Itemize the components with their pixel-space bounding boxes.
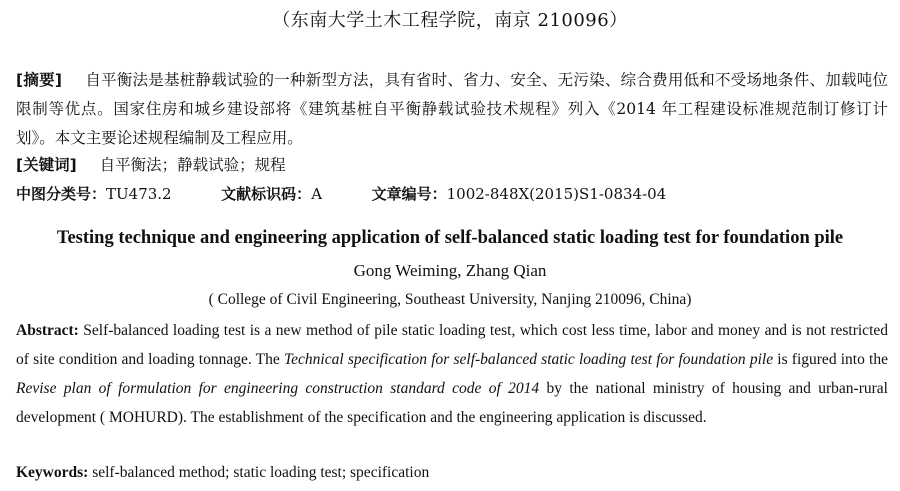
chinese-abstract-label: [摘要] — [16, 71, 62, 89]
doc-code-label: 文献标识码： — [221, 185, 312, 203]
english-title: Testing technique and engineering application of self-balanced static loading test for foundation pile — [56, 228, 844, 248]
doc-code-value: A — [311, 185, 323, 203]
chinese-keywords-label: [关键词] — [16, 156, 77, 174]
english-keywords-label: Keywords: — [16, 464, 89, 481]
article-no-label: 文章编号： — [371, 185, 447, 203]
english-abstract-text-3: by the national ministry of housing and urban-rural development ( MOHURD). The establishment of the specification and the engineering application is discussed. — [16, 380, 888, 426]
english-affiliation: ( College of Civil Engineering, Southeast University, Nanjing 210096, China) — [208, 291, 692, 308]
article-no-value: 1002-848X(2015)S1-0834-04 — [446, 185, 667, 203]
specification-title: Technical specification for self-balanced static loading test for foundation pile — [283, 351, 774, 368]
chinese-affiliation: （东南大学土木工程学院，南京 210096） — [272, 10, 628, 31]
english-abstract-text-2: is figured into the — [773, 351, 888, 368]
chinese-keywords — [16, 151, 888, 180]
chinese-abstract — [16, 66, 888, 153]
clc-value: TU473.2 — [106, 185, 172, 203]
english-abstract-text-1: Self-balanced loading test is a new method of pile static loading test, which cost less time, labor and money and is not restricted of site condition and loading tonnage. The — [16, 322, 889, 368]
english-keywords-text: self-balanced method; static loading test; specification — [92, 464, 430, 481]
classification-line — [16, 180, 888, 209]
english-authors: Gong Weiming, Zhang Qian — [353, 261, 547, 280]
chinese-keywords-text: 自平衡法；静载试验；规程 — [99, 156, 286, 174]
english-abstract — [16, 316, 888, 432]
english-keywords — [16, 460, 888, 486]
chinese-abstract-text: 自平衡法是基桩静载试验的一种新型方法，具有省时、省力、安全、无污染、综合费用低和不受场地条件、加载吨位限制等优点。国家住房和城乡建设部将《建筑基桩自平衡静载试验技术规程》列入《2014 年工程建设标准规范制订修订计划》。本文主要论述规程编制及工程应用。 — [16, 71, 888, 147]
clc-label: 中图分类号： — [16, 185, 107, 203]
english-abstract-label: Abstract: — [16, 322, 79, 339]
revise-plan-title: Revise plan of formulation for engineering construction standard code of 2014 — [16, 380, 540, 397]
